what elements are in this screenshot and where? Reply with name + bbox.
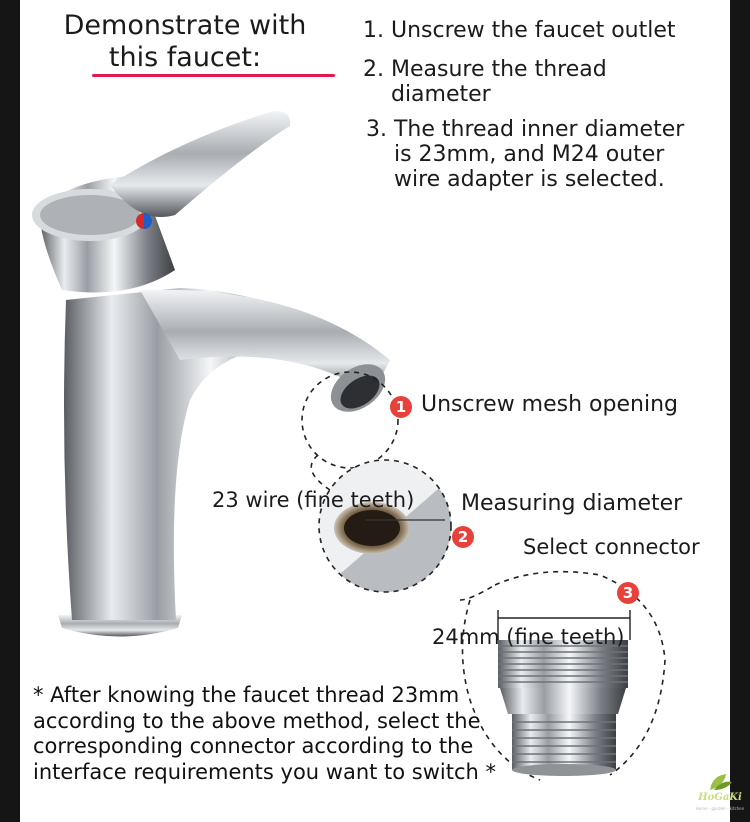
callout-label-measure: Measuring diameter (461, 491, 683, 516)
logo-name: HoGaKi (698, 792, 742, 803)
callout-label-unscrew: Unscrew mesh opening (421, 392, 678, 417)
thread-closeup (310, 455, 460, 605)
callout-badge-1: 1 (390, 396, 412, 418)
adapter-connector (498, 640, 628, 776)
step-1: 1. Unscrew the faucet outlet (363, 18, 676, 43)
step-3: 3. The thread inner diameter is 23mm, and M24 outer wire adapter is selected. (366, 117, 685, 192)
faucet-handle (110, 111, 290, 217)
adapter-label: 24mm (fine teeth) (432, 625, 625, 649)
page-title: Demonstrate with this faucet: (63, 10, 307, 73)
instruction-note: * After knowing the faucet thread 23mm according to the above method, select the corresponding connector according to the interface requirements you want to switch * (33, 683, 497, 784)
callout-badge-2: 2 (452, 526, 474, 548)
callout-badge-3: 3 (617, 582, 639, 604)
wire-label: 23 wire (fine teeth) (212, 488, 415, 512)
callout-label-select: Select connector (523, 535, 700, 559)
brand-logo (692, 770, 748, 814)
title-underline (92, 74, 335, 77)
leaf-icon (692, 770, 748, 794)
step-2: 2. Measure the thread diameter (363, 57, 607, 107)
logo-tagline: Home - garden - kitchen (695, 806, 745, 811)
